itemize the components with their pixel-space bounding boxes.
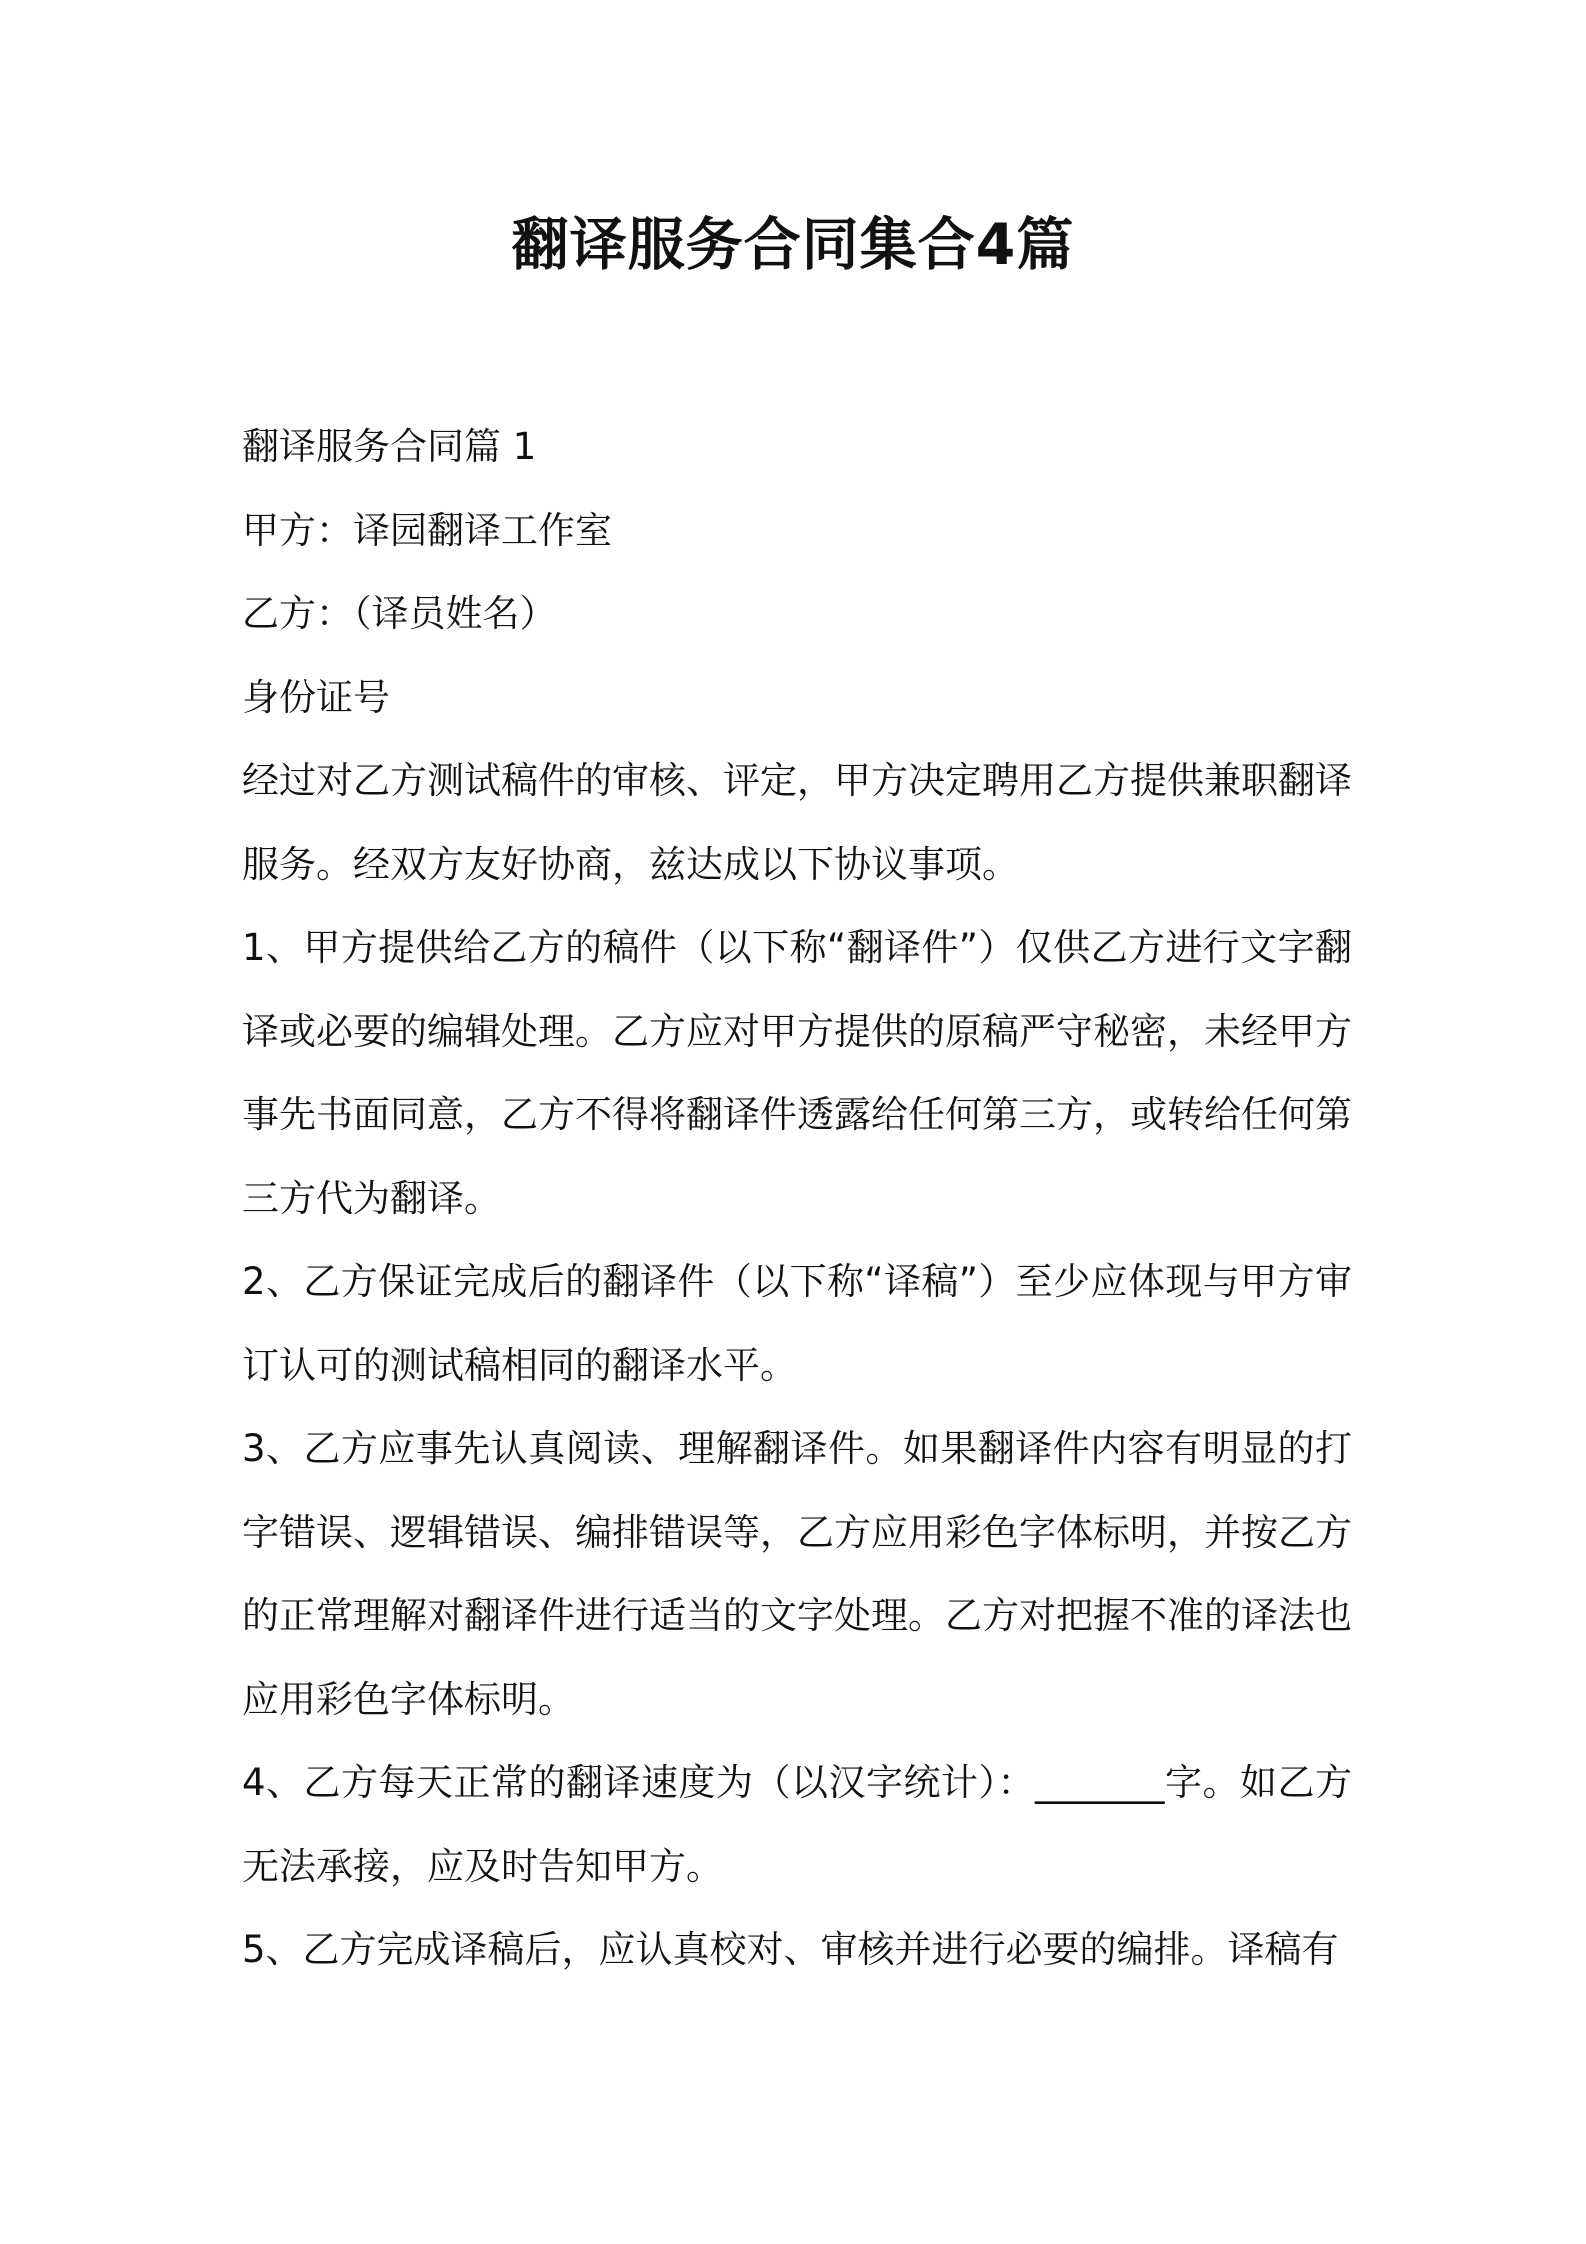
document-title: 翻译服务合同集合4篇: [511, 212, 1075, 278]
party-a-line: 甲方：译园翻译工作室: [242, 508, 612, 552]
clause-3-paragraph: 3、乙方应事先认真阅读、理解翻译件。如果翻译件内容有明显的打字错误、逻辑错误、编排错误等，乙方应用彩色字体标明，并按乙方的正常理解对翻译件进行适当的文字处理。乙方对把握不准的译法也应用彩色字体标明。: [242, 1427, 1352, 1721]
clause-2-paragraph: 2、乙方保证完成后的翻译件（以下称“译稿”）至少应体现与甲方审订认可的测试稿相同的翻译水平。: [242, 1260, 1352, 1387]
clause-4-paragraph: 4、乙方每天正常的翻译速度为（以汉字统计）：_______字。如乙方无法承接，应及时告知甲方。: [242, 1761, 1352, 1888]
clause-1-paragraph: 1、甲方提供给乙方的稿件（以下称“翻译件”）仅供乙方进行文字翻译或必要的编辑处理。乙方应对甲方提供的原稿严守秘密，未经甲方事先书面同意，乙方不得将翻译件透露给任何第三方，或转给任何第三方代为翻译。: [242, 926, 1352, 1220]
clause-5-paragraph: 5、乙方完成译稿后，应认真校对、审核并进行必要的编排。译稿有: [242, 1928, 1339, 1971]
intro-paragraph: 经过对乙方测试稿件的审核、评定，甲方决定聘用乙方提供兼职翻译服务。经双方友好协商，兹达成以下协议事项。: [242, 759, 1352, 886]
id-number-line: 身份证号: [242, 675, 390, 719]
section-heading: 翻译服务合同篇 1: [242, 425, 537, 468]
document-body: [242, 405, 1352, 1992]
party-b-line: 乙方：（译员姓名）: [242, 592, 557, 635]
